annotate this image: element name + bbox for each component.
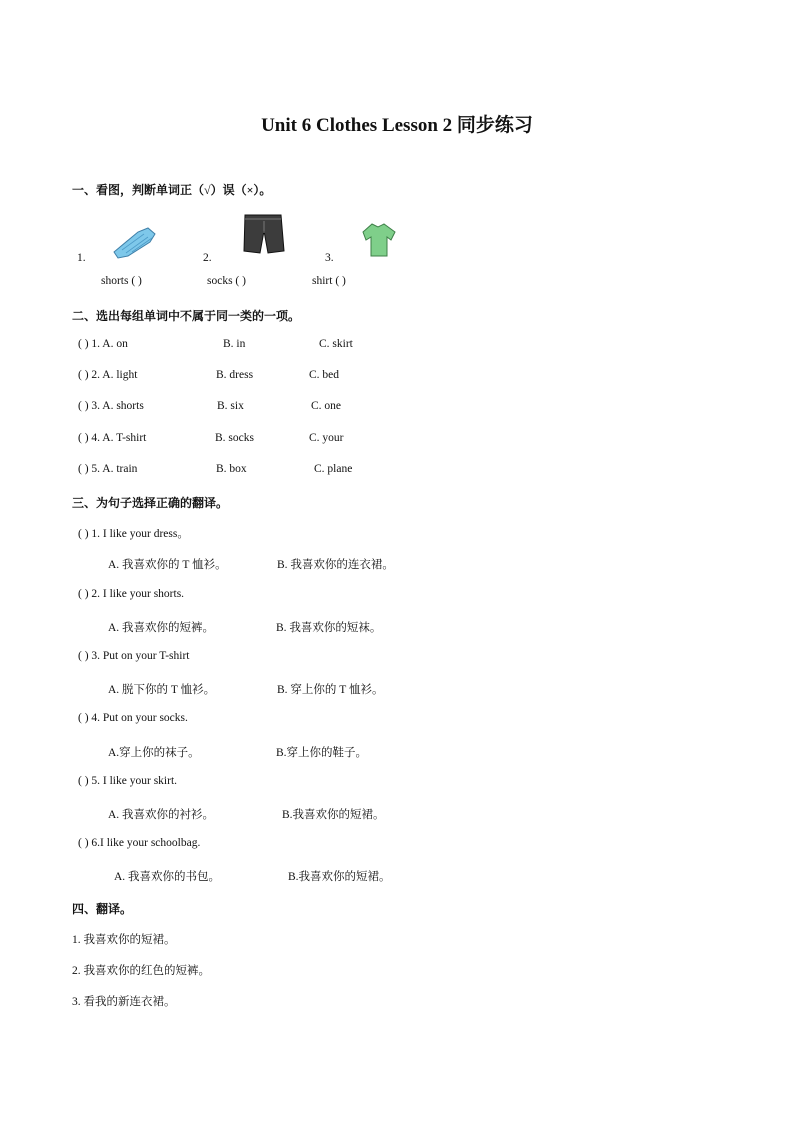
s3-q4-option-b: B.穿上你的鞋子。: [276, 747, 368, 759]
s3-q4-option-a: A.穿上你的袜子。: [108, 747, 200, 759]
item1-word: shorts ( ): [101, 275, 142, 287]
s3-q5-option-a: A. 我喜欢你的衬衫。: [108, 809, 215, 821]
s3-q6-option-b: B.我喜欢你的短裙。: [288, 871, 391, 883]
s2-row1-option-c: C. skirt: [319, 338, 353, 350]
s3-q1-option-b: B. 我喜欢你的连衣裙。: [277, 559, 394, 571]
s3-q4: ( ) 4. Put on your socks.: [78, 712, 188, 724]
s3-q5: ( ) 5. I like your skirt.: [78, 775, 178, 787]
t-shirt-picture-icon: [360, 220, 400, 260]
s3-q2-option-b: B. 我喜欢你的短袜。: [276, 622, 382, 634]
section3-heading: 三、为句子选择正确的翻译。: [72, 496, 229, 510]
s2-row3-question: ( ) 3. A. shorts: [78, 400, 144, 412]
s2-row2-option-b: B. dress: [216, 369, 254, 381]
s2-row5-option-c: C. plane: [314, 463, 353, 475]
s4-item2: 2. 我喜欢你的红色的短裤。: [72, 965, 210, 977]
s2-row2-question: ( ) 2. A. light: [78, 369, 138, 381]
s3-q3: ( ) 3. Put on your T-shirt: [78, 650, 190, 662]
item2-number: 2.: [203, 252, 212, 264]
item2-word: socks ( ): [207, 275, 246, 287]
s3-q3-option-a: A. 脱下你的 T 恤衫。: [108, 684, 216, 696]
item1-number: 1.: [77, 252, 86, 264]
socks-picture-icon: [108, 222, 160, 262]
item3-number: 3.: [325, 252, 334, 264]
s3-q6-option-a: A. 我喜欢你的书包。: [114, 871, 221, 883]
page-title: Unit 6 Clothes Lesson 2 同步练习: [261, 115, 533, 136]
s3-q5-option-b: B.我喜欢你的短裙。: [282, 809, 385, 821]
s3-q3-option-b: B. 穿上你的 T 恤衫。: [277, 684, 384, 696]
section2-heading: 二、选出每组单词中不属于同一类的一项。: [72, 309, 301, 323]
s2-row2-option-c: C. bed: [309, 369, 340, 381]
s3-q1: ( ) 1. I like your dress。: [78, 528, 189, 540]
s4-item3: 3. 看我的新连衣裙。: [72, 996, 176, 1008]
s3-q2: ( ) 2. I like your shorts.: [78, 588, 185, 600]
s3-q2-option-a: A. 我喜欢你的短裤。: [108, 622, 215, 634]
s2-row1-question: ( ) 1. A. on: [78, 338, 128, 350]
s2-row5-option-b: B. box: [216, 463, 247, 475]
s2-row3-option-c: C. one: [311, 400, 342, 412]
section1-heading: 一、看图，判断单词正（√）误（×）。: [72, 183, 272, 197]
s2-row5-question: ( ) 5. A. train: [78, 463, 138, 475]
s2-row1-option-b: B. in: [223, 338, 246, 350]
shorts-picture-icon: [241, 211, 286, 255]
s3-q6: ( ) 6.I like your schoolbag.: [78, 837, 201, 849]
s2-row3-option-b: B. six: [217, 400, 244, 412]
item3-word: shirt ( ): [312, 275, 346, 287]
s2-row4-option-c: C. your: [309, 432, 344, 444]
section4-heading: 四、翻译。: [72, 902, 133, 916]
s4-item1: 1. 我喜欢你的短裙。: [72, 934, 176, 946]
s2-row4-question: ( ) 4. A. T-shirt: [78, 432, 147, 444]
s3-q1-option-a: A. 我喜欢你的 T 恤衫。: [108, 559, 227, 571]
s2-row4-option-b: B. socks: [215, 432, 254, 444]
